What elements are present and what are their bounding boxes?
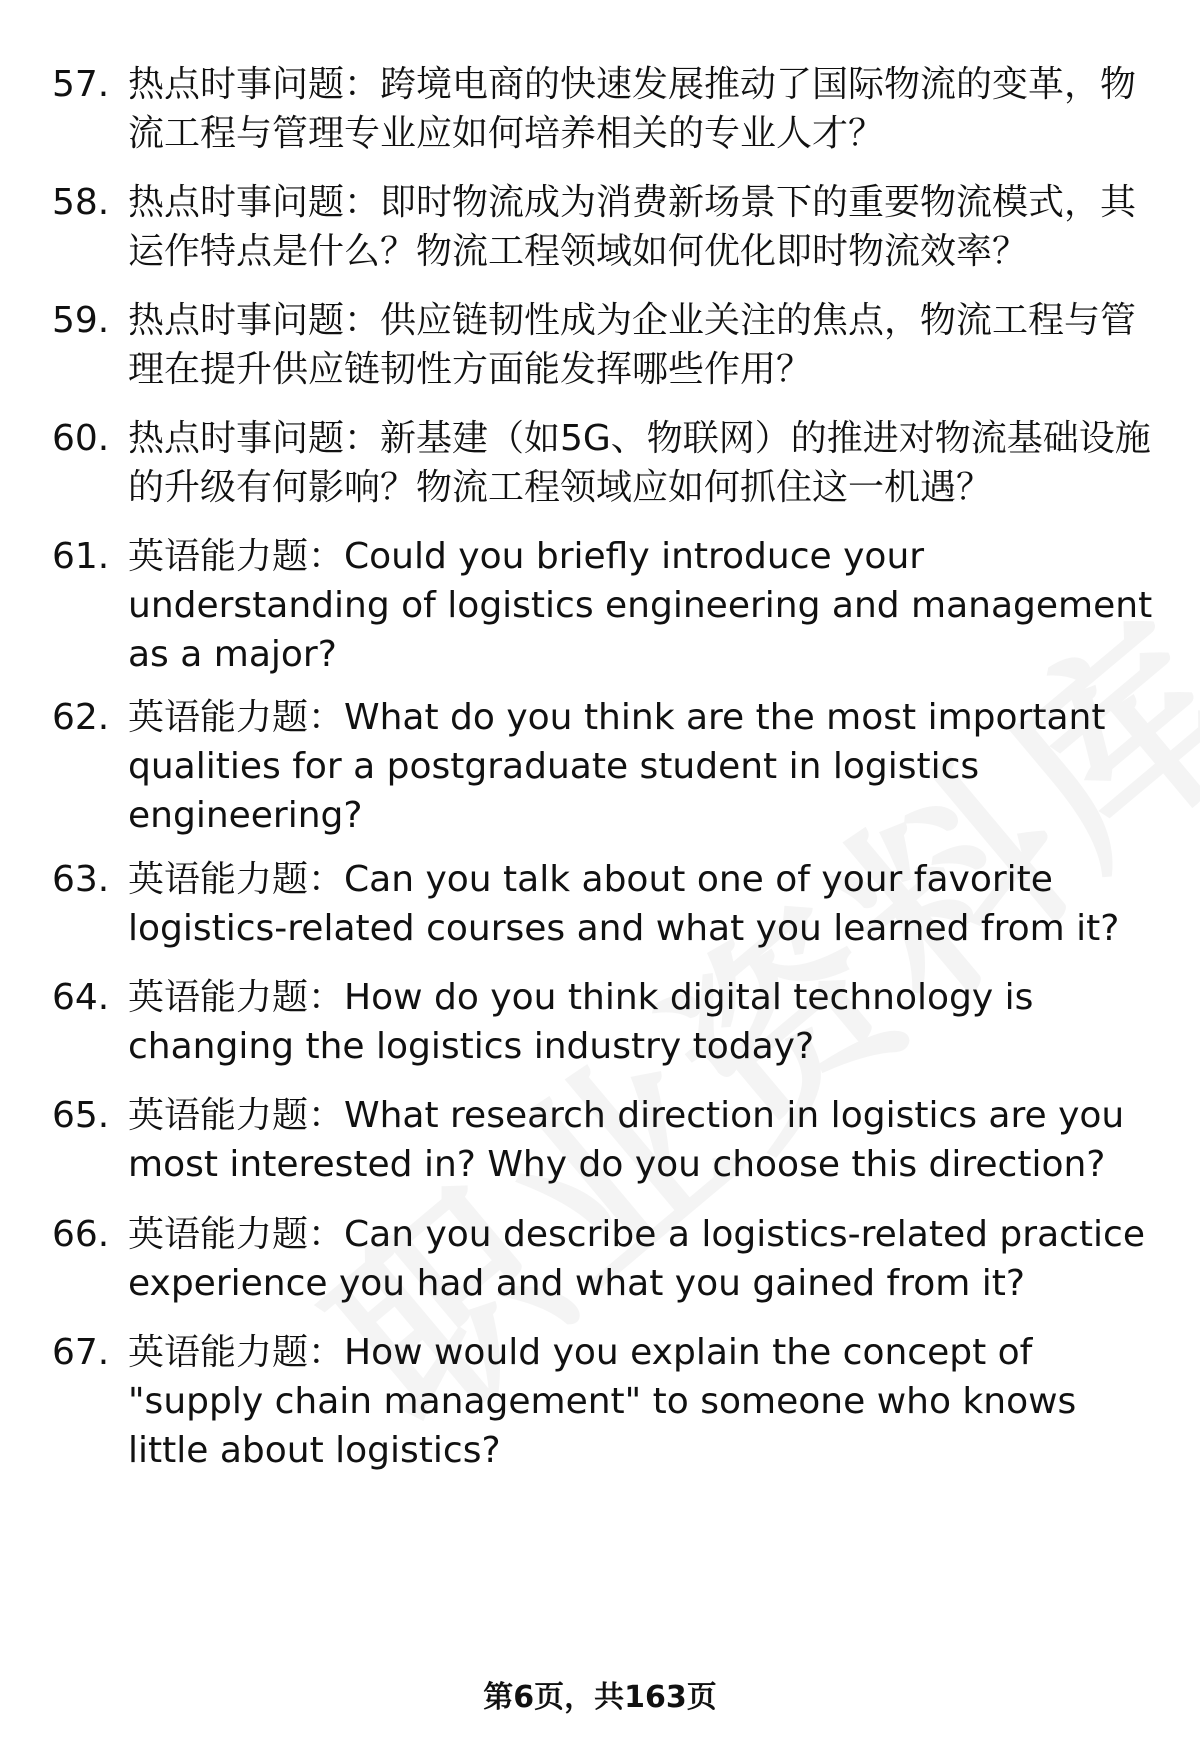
question-text: 英语能力题：Can you describe a logistics-related practice experience you had and what you gained from it?	[128, 1214, 1145, 1304]
page-number: 第6页，共163页	[483, 1680, 717, 1715]
question-text: 英语能力题：What research direction in logistics are you most interested in? Why do you choose this direction?	[128, 1095, 1125, 1185]
question-number: 65.	[52, 1095, 110, 1136]
question-item	[52, 693, 1162, 840]
question-text: 英语能力题：How do you think digital technology is changing the logistics industry today?	[128, 977, 1034, 1067]
question-number: 67.	[52, 1332, 110, 1373]
question-item	[52, 973, 1162, 1071]
question-item	[52, 178, 1162, 276]
question-number: 58.	[52, 182, 110, 223]
question-number: 60.	[52, 418, 110, 459]
question-number: 64.	[52, 977, 110, 1018]
question-text: 热点时事问题：新基建（如5G、物联网）的推进对物流基础设施的升级有何影响？物流工程领域应如何抓住这一机遇？	[128, 418, 1151, 508]
question-item	[52, 296, 1162, 394]
question-number: 66.	[52, 1214, 110, 1255]
question-text: 热点时事问题：即时物流成为消费新场景下的重要物流模式，其运作特点是什么？物流工程领域如何优化即时物流效率？	[128, 182, 1137, 272]
question-item	[52, 1091, 1162, 1189]
question-number: 59.	[52, 300, 110, 341]
question-item	[52, 1328, 1162, 1475]
question-text: 英语能力题：How would you explain the concept of "supply chain management" to someone who knows little about logistics?	[128, 1332, 1077, 1471]
question-number: 57.	[52, 64, 110, 105]
question-text: 热点时事问题：供应链韧性成为企业关注的焦点，物流工程与管理在提升供应链韧性方面能发挥哪些作用？	[128, 300, 1137, 390]
question-text: 英语能力题：Can you talk about one of your favorite logistics-related courses and what you learned from it?	[128, 859, 1120, 949]
question-number: 61.	[52, 536, 110, 577]
question-item	[52, 855, 1162, 953]
question-text: 英语能力题：Could you briefly introduce your understanding of logistics engineering and management as a major?	[128, 536, 1153, 675]
question-item	[52, 1210, 1162, 1308]
question-number: 63.	[52, 859, 110, 900]
question-item	[52, 414, 1162, 512]
question-text: 热点时事问题：跨境电商的快速发展推动了国际物流的变革，物流工程与管理专业应如何培养相关的专业人才？	[128, 64, 1137, 154]
question-item	[52, 60, 1162, 158]
question-text: 英语能力题：What do you think are the most important qualities for a postgraduate student in logistics engineering?	[128, 697, 1106, 836]
question-item	[52, 532, 1162, 679]
question-number: 62.	[52, 697, 110, 738]
